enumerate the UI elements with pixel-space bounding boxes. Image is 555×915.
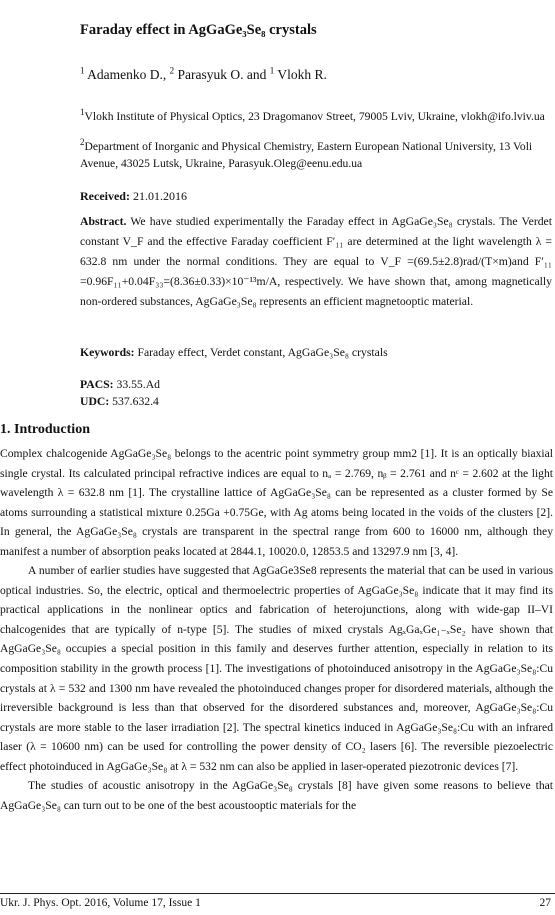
section-body	[0, 444, 553, 815]
paper-title: Faraday effect in AgGaGe₃Se₈ crystals	[80, 22, 317, 38]
received-value: 21.01.2016	[129, 189, 187, 203]
author-name: Vlokh R.	[277, 67, 327, 82]
paragraph: Complex chalcogenide AgGaGe₃Se₈ belongs to the acentric point symmetry group mm2 [1]. It is an optically biaxial single crystal. Its calculated principal refractive indices are equal to nₐ = 2.769, nᵦ = 2.761 and nᶜ = 2.602 at the light wavelength λ = 632.8 nm [1]. The crystalline lattice of AgGaGe₃Se₈ can be represented as a cluster formed by Se atoms surrounding a statistical mixture 0.25Ga +0.75Ge, with Ag atoms being located in the voids of the clusters [2]. In general, the AgGaGe₃Se₈ crystals are transparent in the spectral range from 600 to 16000 nm, although they manifest a number of absorption peaks located at 2844.1, 10020.0, 12853.5 and 13297.9 nm [3, 4].	[0, 447, 553, 558]
paragraph: A number of earlier studies have suggested that AgGaGe3Se8 represents the material that can be used in various optical industries. So, the electric, optical and thermoelectric properties of AgGaGe₃Se₈ indicate that it may find its practical applications in the nonlinear optics and fabrication of heterojunctions, along with wide-gap II–VI chalcogenides that are typically of n-type [5]. The studies of mixed crystals AgₓGaₓGe₁₋ₓSe₂ have shown that AgGaGe₃Se₈ occupies a special position in this family and deserves further attention, especially in relation to its composition stability in the growth process [1]. The investigations of photoinduced anisotropy in the AgGaGe₃Se₈:Cu crystals at λ = 532 and 1300 nm have revealed the photoinduced changes proper for disordered materials, although the irreversible background is less than that observed for the disordered substances and, moreover, AgGaGe₃Se₈:Cu crystals are more stable to the laser irradiation [2]. The spectral kinetics induced in AgGaGe₃Se₈:Cu with an infrared laser (λ = 10600 nm) can be used for controlling the power density of CO₂ lasers [6]. The reversible piezoelectric effect photoinduced in AgGaGe₃Se₈ at λ = 532 nm can also be applied in laser-operated piezotronic devices [7].	[0, 564, 553, 773]
affiliation-mark: 1	[80, 107, 85, 118]
paragraph: The studies of acoustic anisotropy in the AgGaGe₃Se₈ crystals [8] have given some reasons to believe that AgGaGe₃Se₈ can turn out to be one of the best acoustooptic materials for the	[0, 779, 553, 812]
pacs-code: PACS: 33.55.Ad	[80, 378, 160, 391]
footer-journal: Ukr. J. Phys. Opt. 2016, Volume 17, Issue 1	[0, 897, 201, 909]
author-affiliation-mark: 1	[269, 65, 275, 76]
author-list	[80, 67, 327, 83]
author-affiliation-mark: 2	[169, 65, 175, 76]
received-label: Received:	[80, 189, 130, 203]
affiliation-1	[80, 108, 550, 125]
section-heading: 1. Introduction	[0, 422, 90, 437]
received-date	[80, 189, 187, 204]
keywords-label: Keywords:	[80, 346, 135, 359]
abstract-label: Abstract.	[80, 215, 127, 228]
footer-rule	[0, 893, 555, 894]
classification-codes	[80, 376, 160, 410]
affiliation-2	[80, 138, 550, 172]
abstract-text: We have studied experimentally the Faraday effect in AgGaGe₃Se₈ crystals. The Verdet constant V_F and the effective Faraday coefficient F′₁₁ are determined at the light wavelength λ = 632.8 nm under the normal conditions. They are equal to V_F =(69.5±2.8)rad/(T×m)and F′₁₁ =0.96F₁₁+0.04F₃₃=(8.36±0.33)×10⁻¹³m/A, respectively. We have shown that, among magnetically non-ordered substances, AgGaGe₃Se₈ represents an efficient magnetooptic material.	[80, 215, 552, 308]
affiliation-text: Vlokh Institute of Physical Optics, 23 Dragomanov Street, 79005 Lviv, Ukraine, vlokh@ifo.lviv.ua	[84, 110, 545, 123]
abstract	[80, 212, 552, 312]
keywords	[80, 346, 388, 359]
affiliation-mark: 2	[80, 137, 85, 148]
author-affiliation-mark: 1	[80, 65, 85, 76]
author-name: Parasyuk O. and	[177, 67, 270, 82]
udc-code: UDC: 537.632.4	[80, 395, 159, 408]
affiliation-text: Department of Inorganic and Physical Chemistry, Eastern European National University, 13 Voli Avenue, 43025 Lutsk, Ukraine, Parasyuk.Oleg@eenu.edu.ua	[80, 140, 533, 170]
author-name: Adamenko D.,	[87, 67, 170, 82]
keywords-value: Faraday effect, Verdet constant, AgGaGe₃Se₈ crystals	[134, 346, 388, 359]
page-number: 27	[539, 897, 551, 909]
